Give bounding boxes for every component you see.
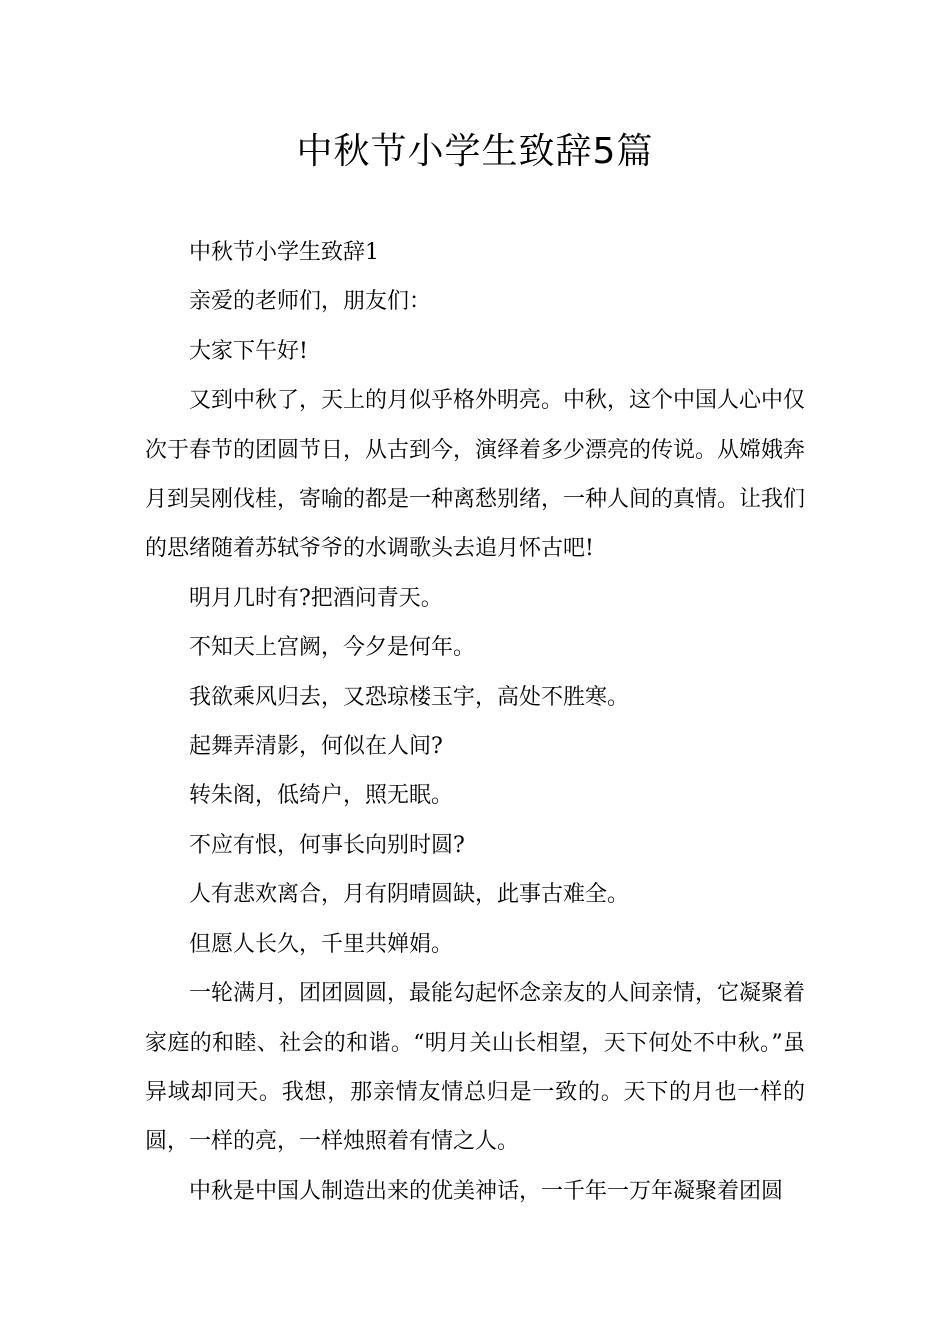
section-heading: 中秋节小学生致辞1 (189, 240, 379, 265)
document-title: 中秋节小学生致辞5篇 (296, 131, 654, 172)
poem-line: 起舞弄清影，何似在人间? (189, 734, 443, 760)
document-body (145, 228, 805, 1216)
poem-line: 我欲乘风归去，又恐琼楼玉宇，高处不胜寒。 (189, 684, 630, 710)
poem-line: 不应有恨，何事长向别时圆? (189, 832, 465, 858)
salutation: 亲爱的老师们，朋友们： (189, 289, 432, 315)
greeting: 大家下午好! (189, 338, 308, 364)
poem-line: 不知天上宫阙，今夕是何年。 (189, 635, 476, 661)
body-paragraph: 中秋是中国人制造出来的优美神话，一千年一万年凝聚着团圆 (189, 1178, 784, 1204)
poem-line: 人有悲欢离合，月有阴晴圆缺，此事古难全。 (189, 882, 630, 908)
poem-line: 但愿人长久，千里共婵娟。 (189, 931, 454, 957)
body-paragraph: 又到中秋了，天上的月似乎格外明亮。中秋，这个中国人心中仅次于春节的团圆节日，从古到今，演绎着多少漂亮的传说。从嫦娥奔月到吴刚伐桂，寄喻的都是一种离愁别绪，一种人间的真情。让我们的思绪随着苏轼爷爷的水调歌头去追月怀古吧! (145, 388, 806, 562)
poem-line: 明月几时有?把酒问青天。 (189, 585, 443, 611)
body-paragraph: 一轮满月，团团圆圆，最能勾起怀念亲友的人间亲情，它凝聚着家庭的和睦、社会的和谐。“明月关山长相望，天下何处不中秋。”虽异域却同天。我想，那亲情友情总归是一致的。天下的月也一样的圆，一样的亮，一样烛照着有情之人。 (145, 981, 806, 1155)
poem-line: 转朱阁，低绮户，照无眠。 (189, 783, 454, 809)
